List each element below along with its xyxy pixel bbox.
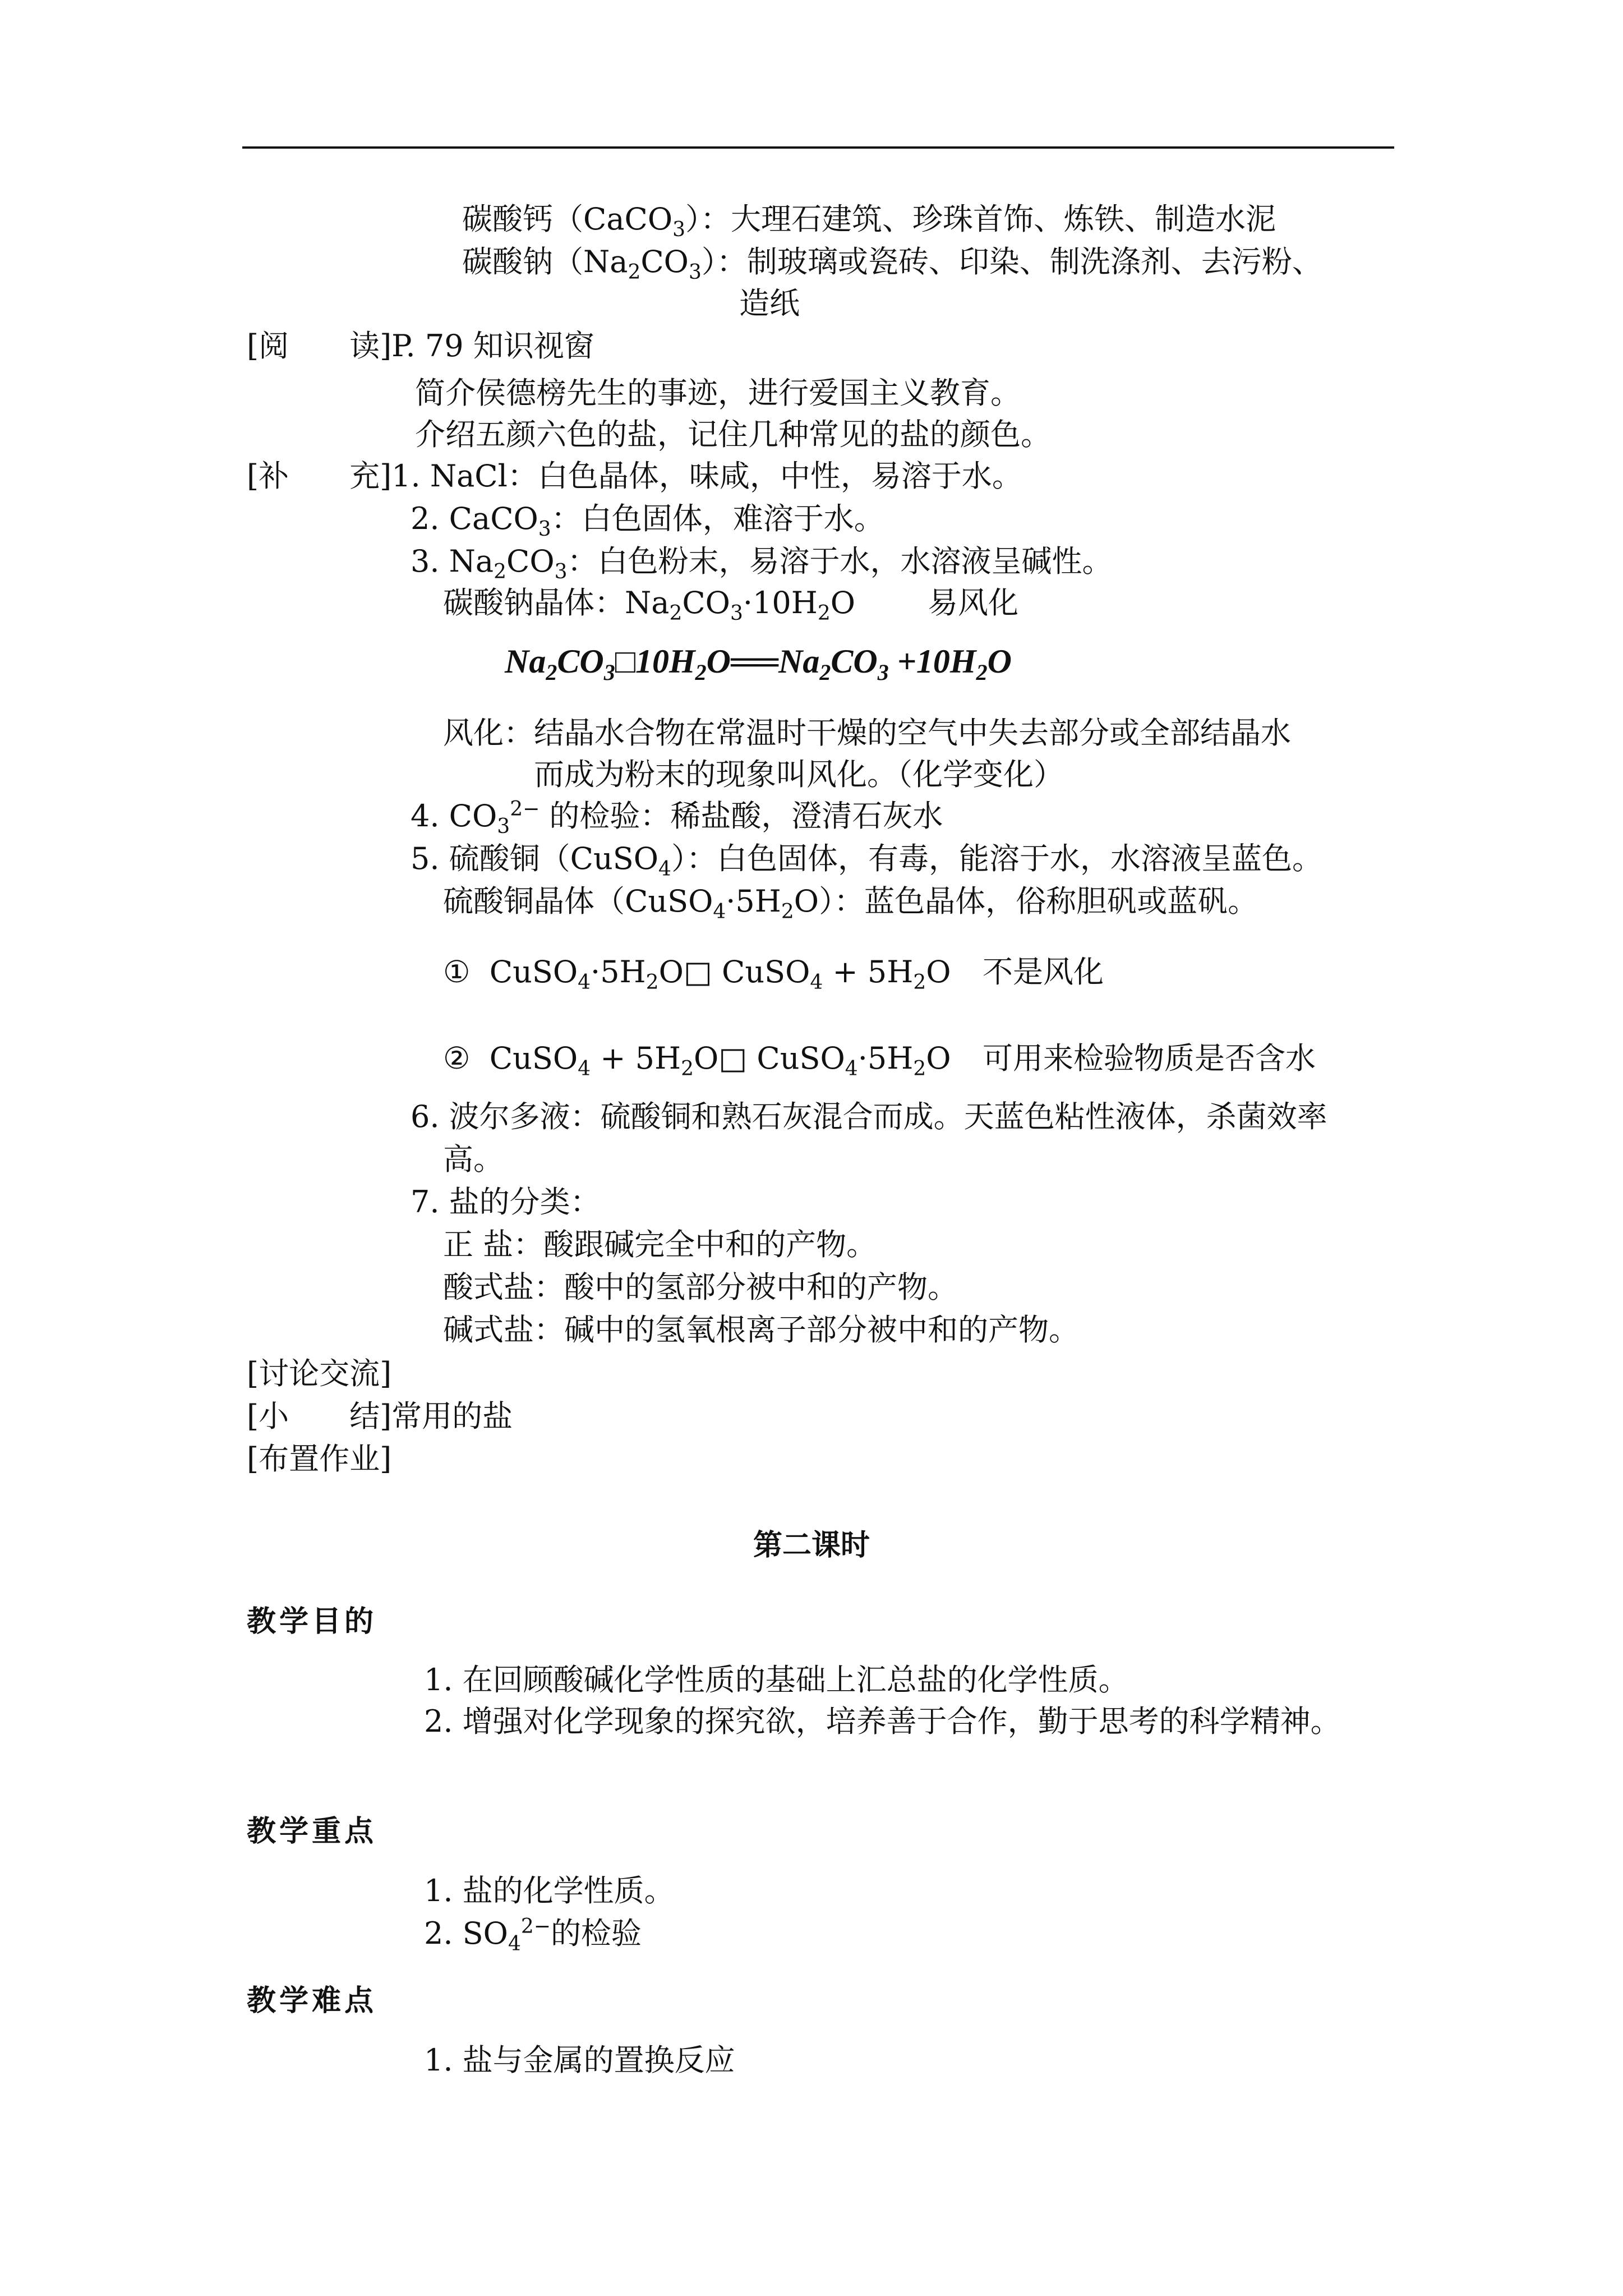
supplement-item-6-continued: 高。 bbox=[443, 1142, 504, 1177]
normal-salt: 正 盐：酸跟碱完全中和的产物。 bbox=[443, 1227, 877, 1262]
supplement-item-7: 7. 盐的分类： bbox=[411, 1184, 601, 1220]
difficulty-1: 1. 盐与金属的置换反应 bbox=[424, 2042, 735, 2078]
key-point-2: 2. $SO_4^{2-}$的检验 bbox=[424, 1915, 642, 1955]
reading-tag: [阅 读]P. 79 知识视窗 bbox=[247, 328, 594, 364]
reaction-1-note: 不是风化 bbox=[983, 954, 1104, 990]
supplement-item-1: 1. NaCl：白色晶体，味咸，中性，易溶于水。 bbox=[391, 458, 1022, 494]
supplement-tag: [补 充]1. NaCl：白色晶体，味咸，中性，易溶于水。 bbox=[247, 458, 1022, 494]
sodium-carbonate-crystal: 碳酸钠晶体：$Na_2CO_3\cdot 10H_2O$ bbox=[443, 585, 856, 625]
homework-tag: [布置作业] bbox=[247, 1441, 392, 1476]
objectives-heading: 教学目的 bbox=[247, 1605, 377, 1639]
reaction-1: ① $CuSO_4\cdot 5H_2O□$ CuSO$_4$ + $5H_2O$ bbox=[443, 954, 951, 994]
supplement-item-2: 2. CaCO$_3$：白色固体，难溶于水。 bbox=[411, 501, 884, 541]
acid-salt: 酸式盐：酸中的氢部分被中和的产物。 bbox=[443, 1269, 958, 1305]
copper-sulfate-crystal: 硫酸铜晶体$(CuSO_4\cdot 5H_2O)$：蓝色晶体，俗称胆矾或蓝矾。 bbox=[443, 884, 1258, 923]
na2co3-use-continued: 造纸 bbox=[739, 286, 800, 321]
weathering-definition-1: 风化：结晶水合物在常温时干燥的空气中失去部分或全部结晶水 bbox=[443, 715, 1291, 751]
key-point-1: 1. 盐的化学性质。 bbox=[424, 1873, 675, 1908]
supplement-item-5: 5. 硫酸铜（CuSO$_4$）：白色固体，有毒，能溶于水，水溶液呈蓝色。 bbox=[411, 841, 1322, 881]
reading-text: P. 79 知识视窗 bbox=[391, 328, 594, 364]
caco3-use-line: 碳酸钙（CaCO$_3$）：大理石建筑、珍珠首饰、炼铁、制造水泥 bbox=[462, 201, 1276, 241]
reaction-2: ② CuSO$_4$ + $5H_2O□$ $CuSO_4\cdot 5H_2O$ bbox=[443, 1041, 951, 1080]
supplement-item-4: 4. $CO_3^{2-}$ 的检验：稀盐酸，澄清石灰水 bbox=[411, 798, 943, 838]
lesson-2-title: 第二课时 bbox=[753, 1529, 870, 1562]
difficulties-heading: 教学难点 bbox=[247, 1984, 377, 2018]
reading-line-1: 简介侯德榜先生的事迹，进行爱国主义教育。 bbox=[415, 375, 1021, 411]
weathering-equation: $Na_2CO_3□10H_2O══Na_2CO_3 +10H_2O$ bbox=[505, 643, 1012, 685]
reaction-2-note: 可用来检验物质是否含水 bbox=[983, 1041, 1316, 1076]
na2co3-use-line: 碳酸钠$(Na_2CO_3)$：制玻璃或瓷砖、印染、制洗涤剂、去污粉、 bbox=[462, 244, 1322, 284]
crystal-note: 易风化 bbox=[928, 585, 1018, 620]
equation-arrow: ══ bbox=[730, 643, 778, 680]
discussion-tag: [讨论交流] bbox=[247, 1356, 392, 1391]
summary-tag: [小 结]常用的盐 bbox=[247, 1398, 513, 1434]
key-points-heading: 教学重点 bbox=[247, 1815, 377, 1848]
objective-1: 1. 在回顾酸碱化学性质的基础上汇总盐的化学性质。 bbox=[424, 1662, 1129, 1697]
supplement-item-6: 6. 波尔多液：硫酸铜和熟石灰混合而成。天蓝色粘性液体，杀菌效率 bbox=[411, 1099, 1327, 1134]
weathering-definition-2: 而成为粉末的现象叫风化。（化学变化） bbox=[534, 757, 1064, 792]
supplement-item-3: 3. $Na_2CO_3$：白色粉末，易溶于水，水溶液呈碱性。 bbox=[411, 544, 1113, 583]
summary-text: 常用的盐 bbox=[391, 1398, 513, 1434]
objective-2: 2. 增强对化学现象的探究欲，培养善于合作，勤于思考的科学精神。 bbox=[424, 1704, 1341, 1739]
header-rule bbox=[242, 146, 1394, 149]
reading-line-2: 介绍五颜六色的盐，记住几种常见的盐的颜色。 bbox=[415, 417, 1051, 452]
basic-salt: 碱式盐：碱中的氢氧根离子部分被中和的产物。 bbox=[443, 1312, 1079, 1347]
